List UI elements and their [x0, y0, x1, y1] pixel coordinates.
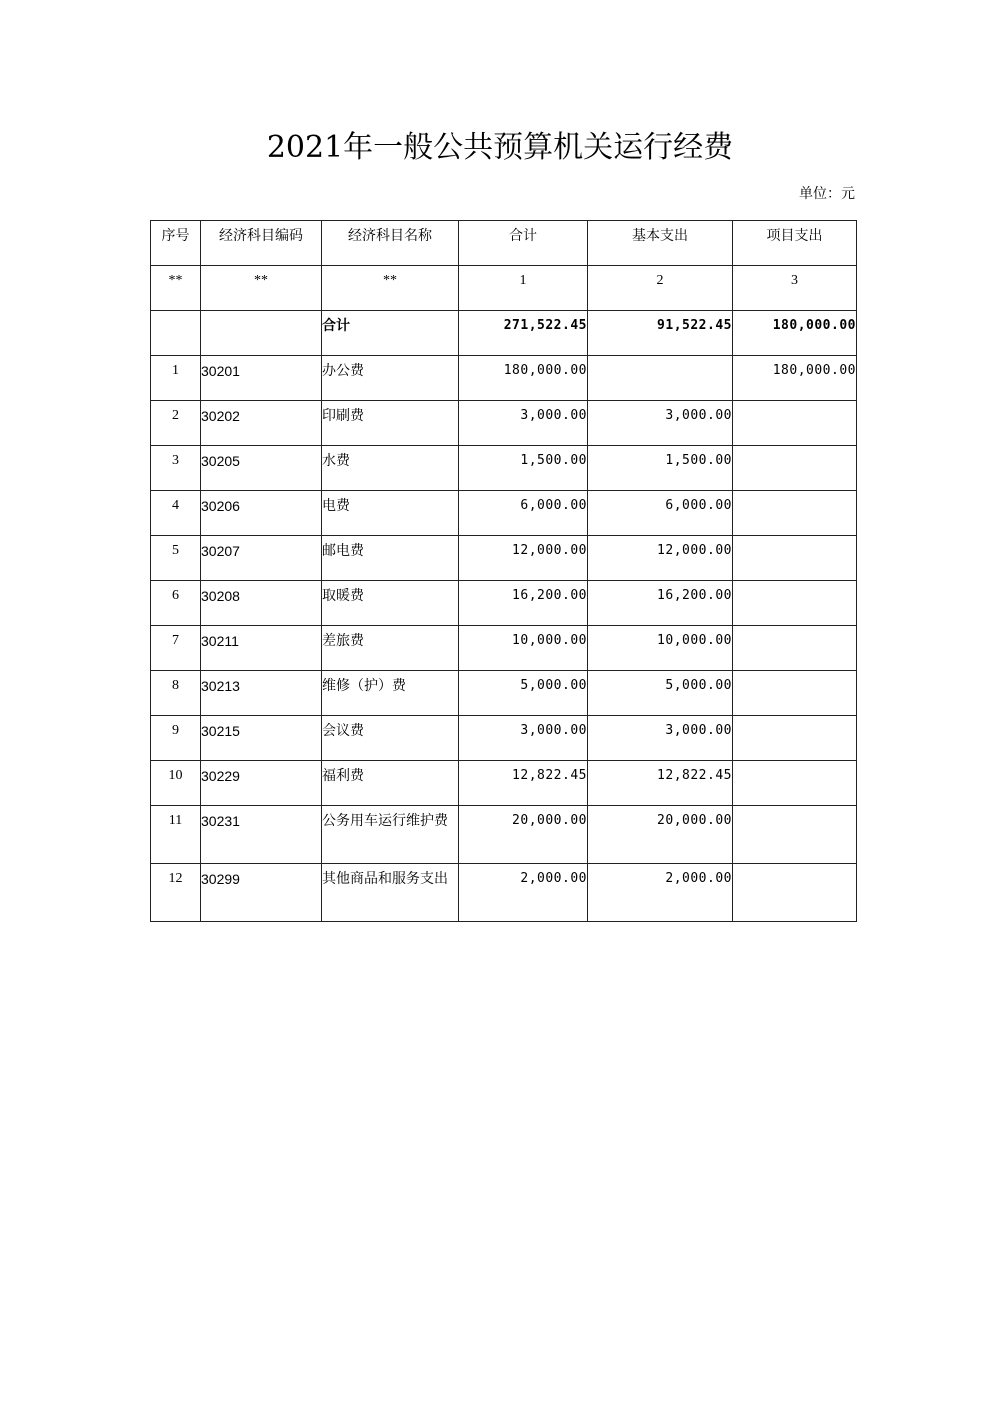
row-project-text [733, 806, 856, 812]
table-row [151, 806, 857, 864]
row-seq-text: 2 [172, 408, 179, 423]
row-basic-text: 20,000.00 [657, 813, 732, 828]
table-row [151, 401, 857, 446]
row-seq-cell [151, 536, 201, 581]
row-name-cell [322, 491, 459, 536]
row-total-cell [459, 491, 588, 536]
row-code-text: 30231 [201, 813, 240, 829]
row-name-cell [322, 864, 459, 922]
row-name-cell [322, 536, 459, 581]
row-code-cell [201, 671, 322, 716]
table-row [151, 536, 857, 581]
row-total-cell [459, 401, 588, 446]
row-basic-cell [588, 671, 733, 716]
row-name-cell [322, 716, 459, 761]
row-total-text: 3,000.00 [520, 408, 587, 423]
row-code-text: 30215 [201, 723, 240, 739]
row-basic-text: 3,000.00 [665, 408, 732, 423]
row-project-text [733, 671, 856, 677]
marker-project: 3 [733, 266, 857, 311]
table-row [151, 864, 857, 922]
row-seq-cell [151, 806, 201, 864]
header-code: 经济科目编码 [201, 221, 322, 266]
table-row [151, 491, 857, 536]
row-basic-cell [588, 761, 733, 806]
row-code-cell [201, 491, 322, 536]
row-total-text: 20,000.00 [512, 813, 587, 828]
total-total-cell: 271,522.45 [459, 311, 588, 356]
marker-seq: ** [151, 266, 201, 311]
table-row [151, 581, 857, 626]
row-project-cell [733, 401, 857, 446]
row-name-text: 电费 [322, 498, 350, 514]
row-total-cell [459, 716, 588, 761]
table-row [151, 446, 857, 491]
row-code-cell [201, 761, 322, 806]
row-code-text: 30205 [201, 453, 240, 469]
row-seq-cell [151, 446, 201, 491]
table-row [151, 626, 857, 671]
row-total-text: 1,500.00 [520, 453, 587, 468]
row-seq-text: 11 [168, 813, 183, 828]
row-name-text: 公务用车运行维护费 [322, 813, 448, 829]
row-project-text [733, 626, 856, 632]
row-seq-cell [151, 491, 201, 536]
table-header-row [151, 221, 857, 266]
row-basic-cell [588, 446, 733, 491]
row-seq-cell [151, 864, 201, 922]
header-seq: 序号 [151, 221, 201, 266]
row-code-cell [201, 716, 322, 761]
budget-table [150, 220, 857, 922]
row-code-cell [201, 806, 322, 864]
row-total-cell [459, 671, 588, 716]
row-name-text: 水费 [322, 453, 350, 469]
row-name-cell [322, 761, 459, 806]
row-code-cell [201, 626, 322, 671]
row-basic-text: 5,000.00 [665, 678, 732, 693]
row-project-text [733, 716, 856, 722]
row-name-text: 会议费 [322, 723, 364, 739]
row-code-cell [201, 446, 322, 491]
row-basic-text: 12,822.45 [657, 768, 732, 783]
row-project-text [733, 761, 856, 767]
row-basic-cell [588, 864, 733, 922]
row-seq-cell [151, 356, 201, 401]
unit-label: 单位：元 [799, 186, 855, 202]
row-project-text: 180,000.00 [772, 363, 856, 378]
row-basic-cell [588, 581, 733, 626]
row-code-text: 30201 [201, 363, 240, 379]
header-total: 合计 [459, 221, 588, 266]
row-project-cell [733, 491, 857, 536]
row-name-cell [322, 581, 459, 626]
row-project-cell [733, 356, 857, 401]
row-total-cell [459, 626, 588, 671]
row-project-text [733, 446, 856, 452]
row-basic-cell [588, 716, 733, 761]
row-name-text: 办公费 [322, 363, 364, 379]
row-seq-text: 10 [168, 768, 183, 783]
row-project-cell [733, 761, 857, 806]
row-basic-text: 12,000.00 [657, 543, 732, 558]
row-code-text: 30299 [201, 871, 240, 887]
row-total-cell [459, 806, 588, 864]
row-project-cell [733, 716, 857, 761]
row-name-text: 差旅费 [322, 633, 364, 649]
row-basic-cell [588, 491, 733, 536]
row-code-text: 30202 [201, 408, 240, 424]
row-project-cell [733, 671, 857, 716]
row-basic-cell [588, 356, 733, 401]
row-name-cell [322, 806, 459, 864]
row-name-text: 邮电费 [322, 543, 364, 559]
row-name-cell [322, 626, 459, 671]
total-project-cell: 180,000.00 [733, 311, 857, 356]
row-total-text: 180,000.00 [503, 363, 587, 378]
row-seq-cell [151, 671, 201, 716]
row-seq-cell [151, 581, 201, 626]
row-seq-cell [151, 716, 201, 761]
row-total-text: 2,000.00 [520, 871, 587, 886]
row-project-cell [733, 536, 857, 581]
row-total-text: 3,000.00 [520, 723, 587, 738]
row-basic-text [588, 356, 732, 362]
row-name-text: 印刷费 [322, 408, 364, 424]
total-name-cell: 合计 [322, 311, 459, 356]
row-seq-text: 8 [172, 678, 179, 693]
marker-basic: 2 [588, 266, 733, 311]
row-total-text: 12,822.45 [512, 768, 587, 783]
total-code-cell [201, 311, 322, 356]
row-code-text: 30229 [201, 768, 240, 784]
row-total-text: 16,200.00 [512, 588, 587, 603]
row-name-text: 取暖费 [322, 588, 364, 604]
row-seq-text: 6 [172, 588, 179, 603]
row-total-cell [459, 536, 588, 581]
total-basic-cell: 91,522.45 [588, 311, 733, 356]
row-total-cell [459, 761, 588, 806]
row-seq-text: 5 [172, 543, 179, 558]
row-seq-text: 3 [172, 453, 179, 468]
row-project-text [733, 581, 856, 587]
row-name-cell [322, 401, 459, 446]
row-code-text: 30213 [201, 678, 240, 694]
row-code-cell [201, 581, 322, 626]
row-code-cell [201, 864, 322, 922]
marker-code: ** [201, 266, 322, 311]
row-project-cell [733, 581, 857, 626]
row-basic-cell [588, 806, 733, 864]
row-seq-text: 7 [172, 633, 179, 648]
table-marker-row [151, 266, 857, 311]
row-code-text: 30206 [201, 498, 240, 514]
row-seq-text: 4 [172, 498, 179, 513]
row-seq-text: 12 [168, 871, 183, 886]
row-name-cell [322, 356, 459, 401]
row-name-text: 福利费 [322, 768, 364, 784]
row-code-cell [201, 356, 322, 401]
row-total-cell [459, 864, 588, 922]
row-project-cell [733, 446, 857, 491]
row-project-cell [733, 626, 857, 671]
row-seq-cell [151, 401, 201, 446]
row-total-text: 5,000.00 [520, 678, 587, 693]
table-row [151, 761, 857, 806]
row-project-cell [733, 864, 857, 922]
table-row [151, 671, 857, 716]
row-name-text: 维修（护）费 [322, 678, 406, 694]
marker-total: 1 [459, 266, 588, 311]
row-name-text: 其他商品和服务支出 [322, 871, 448, 887]
table-total-row [151, 311, 857, 356]
row-total-text: 12,000.00 [512, 543, 587, 558]
row-basic-text: 10,000.00 [657, 633, 732, 648]
row-total-cell [459, 446, 588, 491]
row-seq-cell [151, 761, 201, 806]
row-project-text [733, 536, 856, 542]
page-title: 2021年一般公共预算机关运行经费 [266, 130, 734, 165]
row-basic-text: 3,000.00 [665, 723, 732, 738]
total-seq-cell [151, 311, 201, 356]
row-basic-cell [588, 401, 733, 446]
row-basic-text: 16,200.00 [657, 588, 732, 603]
row-name-cell [322, 446, 459, 491]
row-basic-text: 1,500.00 [665, 453, 732, 468]
row-basic-text: 6,000.00 [665, 498, 732, 513]
row-project-cell [733, 806, 857, 864]
row-project-text [733, 491, 856, 497]
row-name-cell [322, 671, 459, 716]
row-seq-text: 1 [172, 363, 179, 378]
marker-name: ** [322, 266, 459, 311]
row-basic-text: 2,000.00 [665, 871, 732, 886]
row-project-text [733, 864, 856, 870]
row-seq-cell [151, 626, 201, 671]
table-row [151, 716, 857, 761]
row-code-cell [201, 536, 322, 581]
table-row [151, 356, 857, 401]
row-total-cell [459, 581, 588, 626]
row-total-cell [459, 356, 588, 401]
row-code-cell [201, 401, 322, 446]
row-project-text [733, 401, 856, 407]
header-name: 经济科目名称 [322, 221, 459, 266]
row-total-text: 6,000.00 [520, 498, 587, 513]
row-basic-cell [588, 536, 733, 581]
header-project: 项目支出 [733, 221, 857, 266]
row-basic-cell [588, 626, 733, 671]
row-total-text: 10,000.00 [512, 633, 587, 648]
row-code-text: 30207 [201, 543, 240, 559]
row-code-text: 30211 [201, 633, 239, 649]
row-code-text: 30208 [201, 588, 240, 604]
header-basic: 基本支出 [588, 221, 733, 266]
row-seq-text: 9 [172, 723, 179, 738]
